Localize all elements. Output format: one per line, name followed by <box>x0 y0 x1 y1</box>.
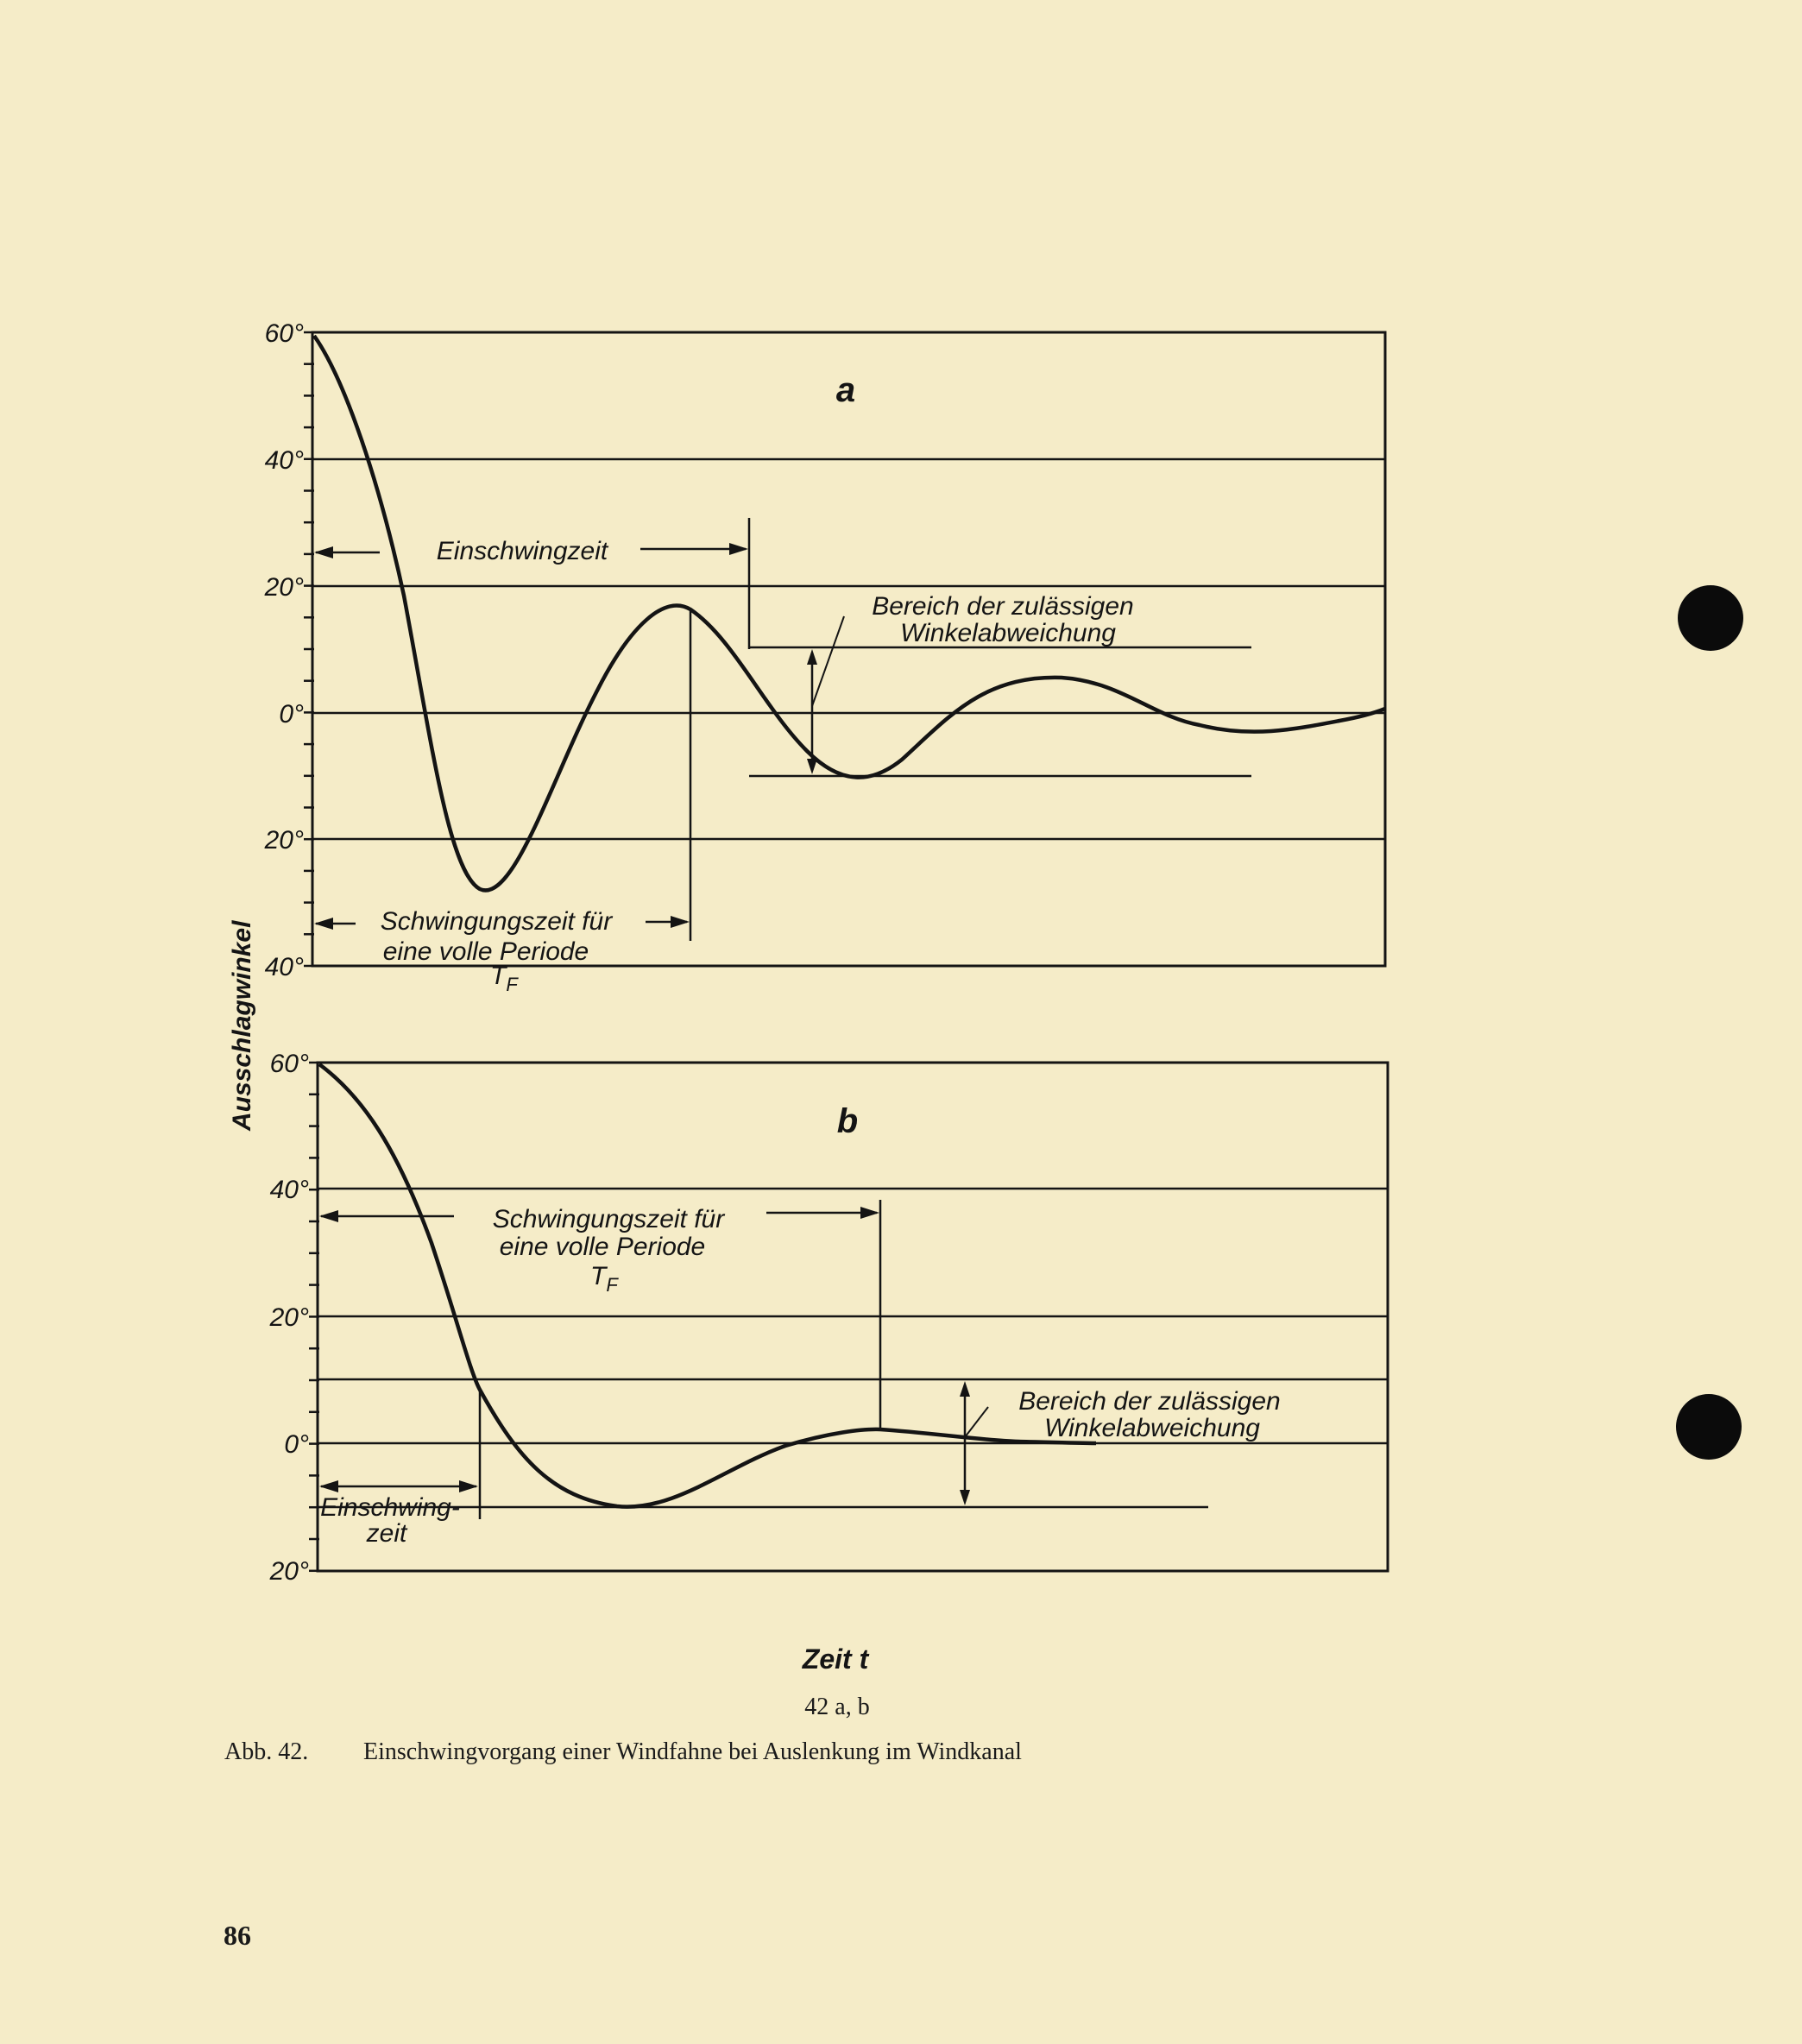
chart-b-settling-label-1: Einschwing- <box>320 1493 460 1522</box>
chart-a-band-arrow <box>807 616 844 774</box>
chart-b-period-label-2: eine volle Periode <box>499 1233 706 1261</box>
chart-a-tick-0: 60° <box>264 319 304 348</box>
chart-b-panel-label: b <box>836 1102 859 1140</box>
chart-b-tick-1: 40° <box>269 1176 309 1204</box>
chart-a-curve <box>314 336 1385 890</box>
chart-b-period-T: T <box>590 1262 607 1290</box>
chart-a <box>264 319 1385 995</box>
chart-a-settling-label: Einschwingzeit <box>436 537 608 565</box>
chart-a-tick-5: 40° <box>264 953 304 981</box>
chart-a-period-label-2: eine volle Periode <box>382 937 589 966</box>
chart-b-tick-2: 20° <box>269 1303 309 1332</box>
chart-b <box>269 1050 1388 1586</box>
figure-ref: 42 a, b <box>804 1694 870 1720</box>
chart-a-panel-label: a <box>835 371 856 409</box>
chart-b-band-label-1: Bereich der zulässigen <box>1018 1387 1281 1416</box>
chart-a-period-T: T <box>490 962 507 990</box>
chart-b-band-label-2: Winkelabweichung <box>1044 1414 1260 1442</box>
x-axis-label: Zeit t <box>802 1643 869 1675</box>
chart-a-minor-ticks <box>304 332 314 966</box>
chart-a-period-marker <box>314 609 690 941</box>
chart-a-band-label-1: Bereich der zulässigen <box>872 592 1134 621</box>
chart-b-tick-0: 60° <box>269 1050 309 1078</box>
chart-a-frame <box>312 332 1385 966</box>
chart-a-y-tick-labels <box>264 319 304 981</box>
punch-hole-top <box>1678 585 1743 651</box>
caption-text: Einschwingvorgang einer Windfahne bei Auslenkung im Windkanal <box>363 1738 1022 1765</box>
caption-number: Abb. 42. <box>224 1738 309 1765</box>
chart-b-settling-label-2: zeit <box>366 1519 407 1548</box>
chart-b-y-tick-labels <box>269 1050 309 1586</box>
chart-b-period-F: F <box>606 1274 618 1296</box>
chart-a-gridlines <box>312 459 1385 839</box>
chart-b-period-label-1: Schwingungszeit für <box>492 1205 725 1233</box>
chart-a-tick-3: 0° <box>279 700 304 729</box>
chart-b-period-symbol <box>590 1262 619 1296</box>
punch-hole-bottom <box>1676 1394 1742 1460</box>
chart-a-tick-1: 40° <box>264 446 304 475</box>
page-number: 86 <box>224 1920 251 1951</box>
y-axis-label: Ausschlagwinkel <box>228 920 256 1131</box>
chart-b-tick-4: 20° <box>269 1557 309 1586</box>
chart-a-period-F: F <box>506 974 518 995</box>
chart-a-band-label-2: Winkelabweichung <box>900 619 1116 647</box>
chart-a-period-label-1: Schwingungszeit für <box>380 907 613 936</box>
chart-a-tick-2: 20° <box>264 573 304 602</box>
chart-b-curve <box>319 1064 1096 1507</box>
chart-a-tick-4: 20° <box>264 826 304 855</box>
chart-b-tick-3: 0° <box>284 1430 309 1459</box>
